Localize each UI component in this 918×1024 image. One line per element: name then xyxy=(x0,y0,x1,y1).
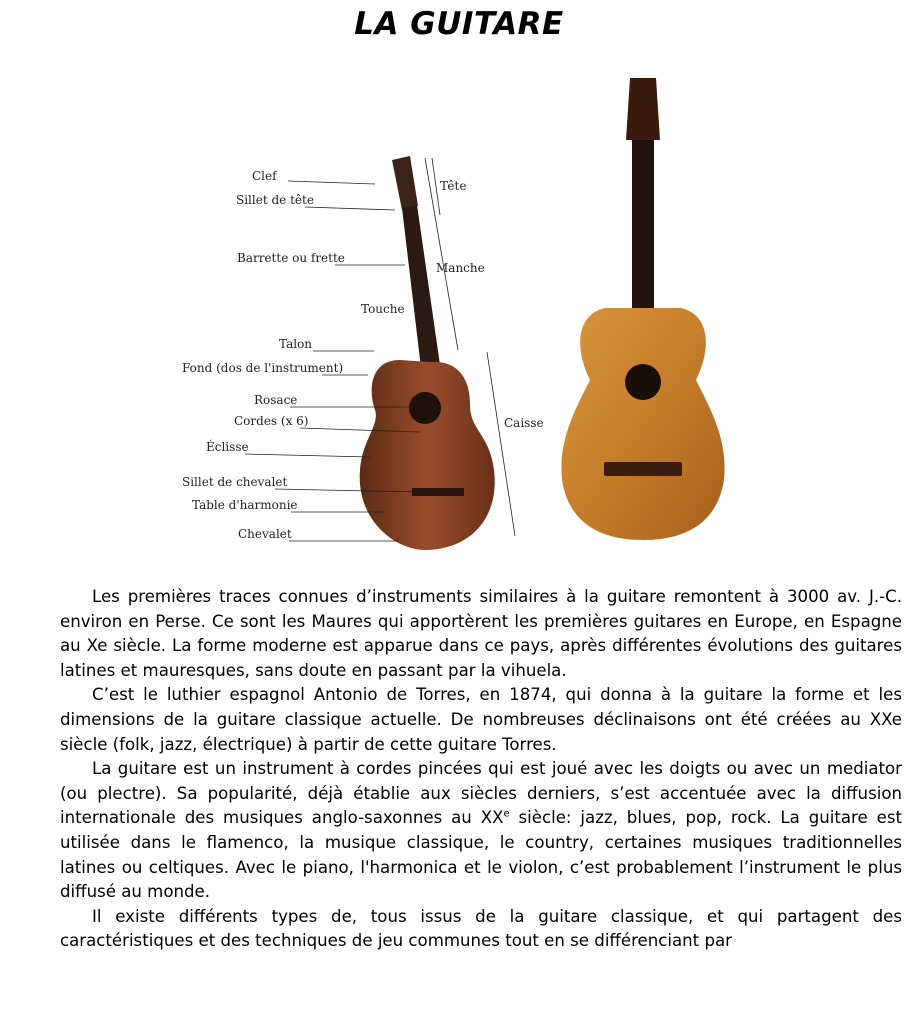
label-talon: Talon xyxy=(279,337,313,351)
label-eclisse: Éclisse xyxy=(206,440,249,454)
label-tete: Tête xyxy=(440,179,467,193)
label-barrette: Barrette ou frette xyxy=(237,251,345,265)
label-sillet-chevalet: Sillet de chevalet xyxy=(182,475,288,489)
label-fond: Fond (dos de l'instrument) xyxy=(182,361,344,375)
label-chevalet: Chevalet xyxy=(238,527,292,541)
label-clef: Clef xyxy=(252,169,277,183)
label-table: Table d'harmonie xyxy=(192,498,298,512)
label-cordes: Cordes (x 6) xyxy=(234,414,309,428)
guitar-illustrations xyxy=(0,60,918,560)
label-rosace: Rosace xyxy=(254,393,298,407)
paragraph-4: Il existe différents types de, tous issus de la guitare classique, et qui partagent des caractéristiques et des techniques de jeu communes tout en se différenciant par xyxy=(60,906,902,951)
label-sillet-tete: Sillet de tête xyxy=(236,193,314,207)
paragraph-2: C’est le luthier espagnol Antonio de Torres, en 1874, qui donna à la guitare la forme et les dimensions de la guitare classique actuelle. De nombreuses déclinaisons ont été créées au XXe siècle (folk, jazz, électrique) à partir de cette guitare Torres. xyxy=(60,685,902,754)
label-manche: Manche xyxy=(436,261,485,275)
label-caisse: Caisse xyxy=(504,416,544,430)
label-touche: Touche xyxy=(361,302,405,316)
classical-guitar-photo xyxy=(561,78,724,540)
article-body xyxy=(60,585,902,954)
paragraph-1: Les premières traces connues d’instruments similaires à la guitare remontent à 3000 av. J.-C. environ en Perse. Ce sont les Maures qui apportèrent les premières guitares en Europe, en Espagne au Xe siècle. La forme moderne est apparue dans ce pays, après différentes évolutions des guitares latines et mauresques, sans doute en passant par la vihuela. xyxy=(60,587,902,680)
paragraph-3: La guitare est un instrument à cordes pincées qui est joué avec les doigts ou avec un mediator (ou plectre). Sa popularité, déjà établie aux siècles derniers, s’est accentuée avec la diffusion internationale des musiques anglo-saxonnes au XXe siècle: jazz, blues, pop, rock. La guitare est utilisée dans le flamenco, la musique classique, le country, certaines musiques traditionnelles latines ou celtiques. Avec le piano, l'harmonica et le violon, c’est probablement l’instrument le plus diffusé au monde. xyxy=(60,759,902,902)
page-title: LA GUITARE xyxy=(354,6,564,42)
